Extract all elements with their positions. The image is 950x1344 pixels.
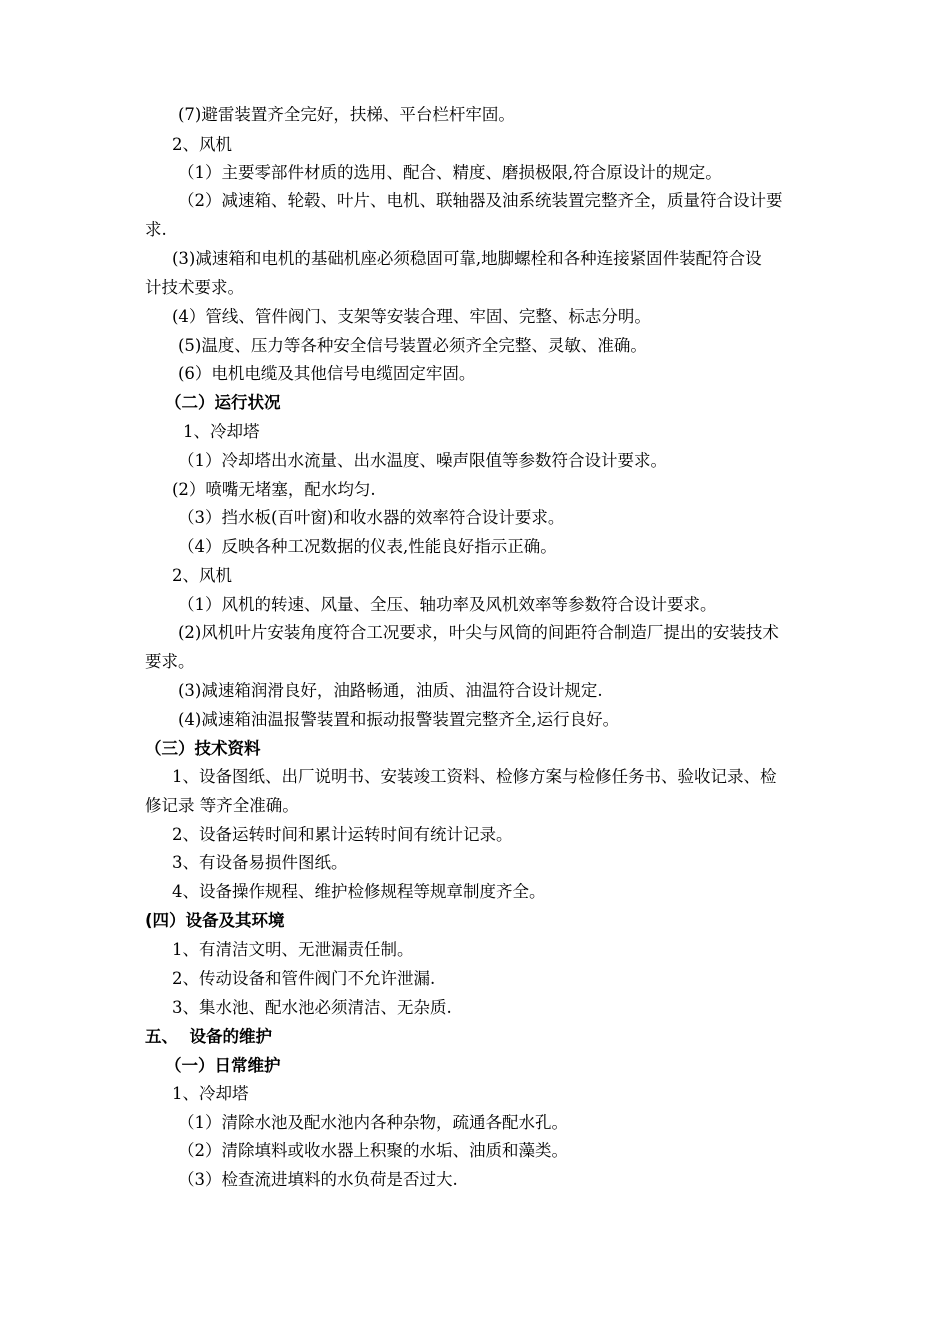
- section-heading: 2、风机: [172, 566, 232, 585]
- text-line: 3、集水池、配水池必须清洁、无杂质.: [172, 998, 452, 1017]
- text-line: 1、有清洁文明、无泄漏责任制。: [172, 940, 414, 959]
- text-line: （1）冷却塔出水流量、出水温度、噪声限值等参数符合设计要求。: [178, 451, 667, 470]
- text-line: (2)风机叶片安装角度符合工况要求，叶尖与风筒的间距符合制造厂提出的安装技术: [178, 623, 779, 642]
- text-line: （1）主要零部件材质的选用、配合、精度、磨损极限,符合原设计的规定。: [178, 163, 722, 182]
- text-line: (2）喷嘴无堵塞，配水均匀.: [172, 480, 376, 499]
- section-heading: 2、风机: [172, 135, 232, 154]
- text-line: 1、设备图纸、出厂说明书、安装竣工资料、检修方案与检修任务书、验收记录、检: [172, 767, 777, 786]
- text-line: 求.: [145, 220, 167, 239]
- text-line: （4）反映各种工况数据的仪表,性能良好指示正确。: [178, 537, 557, 556]
- section-heading: （一）日常维护: [165, 1056, 281, 1075]
- section-heading: (四）设备及其环境: [145, 911, 285, 930]
- text-line: (4)减速箱油温报警装置和振动报警装置完整齐全,运行良好。: [178, 710, 620, 729]
- text-line: (4）管线、管件阀门、支架等安装合理、牢固、完整、标志分明。: [172, 307, 651, 326]
- text-line: (6）电机电缆及其他信号电缆固定牢固。: [178, 364, 476, 383]
- text-line: （1）清除水池及配水池内各种杂物，疏通各配水孔。: [178, 1113, 568, 1132]
- chapter-heading: 五、 设备的维护: [145, 1027, 272, 1046]
- text-line: 3、有设备易损件图纸。: [172, 853, 348, 872]
- text-line: （1）风机的转速、风量、全压、轴功率及风机效率等参数符合设计要求。: [178, 595, 717, 614]
- text-line: （3）挡水板(百叶窗)和收水器的效率符合设计要求。: [178, 508, 565, 527]
- text-line: (5)温度、压力等各种安全信号装置必须齐全完整、灵敏、准确。: [178, 336, 647, 355]
- text-line: 4、设备操作规程、维护检修规程等规章制度齐全。: [172, 882, 546, 901]
- text-line: （3）检查流进填料的水负荷是否过大.: [178, 1170, 458, 1189]
- text-line: 2、传动设备和管件阀门不允许泄漏.: [172, 969, 436, 988]
- section-heading: 1、冷却塔: [172, 1084, 249, 1103]
- text-line: 2、设备运转时间和累计运转时间有统计记录。: [172, 825, 513, 844]
- text-line: (3)减速箱和电机的基础机座必须稳固可靠,地脚螺栓和各种连接紧固件装配符合设: [172, 249, 762, 268]
- text-line: 计技术要求。: [145, 278, 244, 297]
- text-line: （2）减速箱、轮毂、叶片、电机、联轴器及油系统装置完整齐全，质量符合设计要: [178, 191, 783, 210]
- text-line: (7)避雷装置齐全完好，扶梯、平台栏杆牢固。: [178, 105, 515, 124]
- section-heading: 1、冷却塔: [183, 422, 260, 441]
- text-line: 要求。: [145, 652, 195, 671]
- section-heading: （三）技术资料: [145, 739, 261, 758]
- text-line: 修记录 等齐全准确。: [145, 796, 299, 815]
- text-line: (3)减速箱润滑良好，油路畅通，油质、油温符合设计规定.: [178, 681, 603, 700]
- section-heading: （二）运行状况: [165, 393, 281, 412]
- text-line: （2）清除填料或收水器上积聚的水垢、油质和藻类。: [178, 1141, 568, 1160]
